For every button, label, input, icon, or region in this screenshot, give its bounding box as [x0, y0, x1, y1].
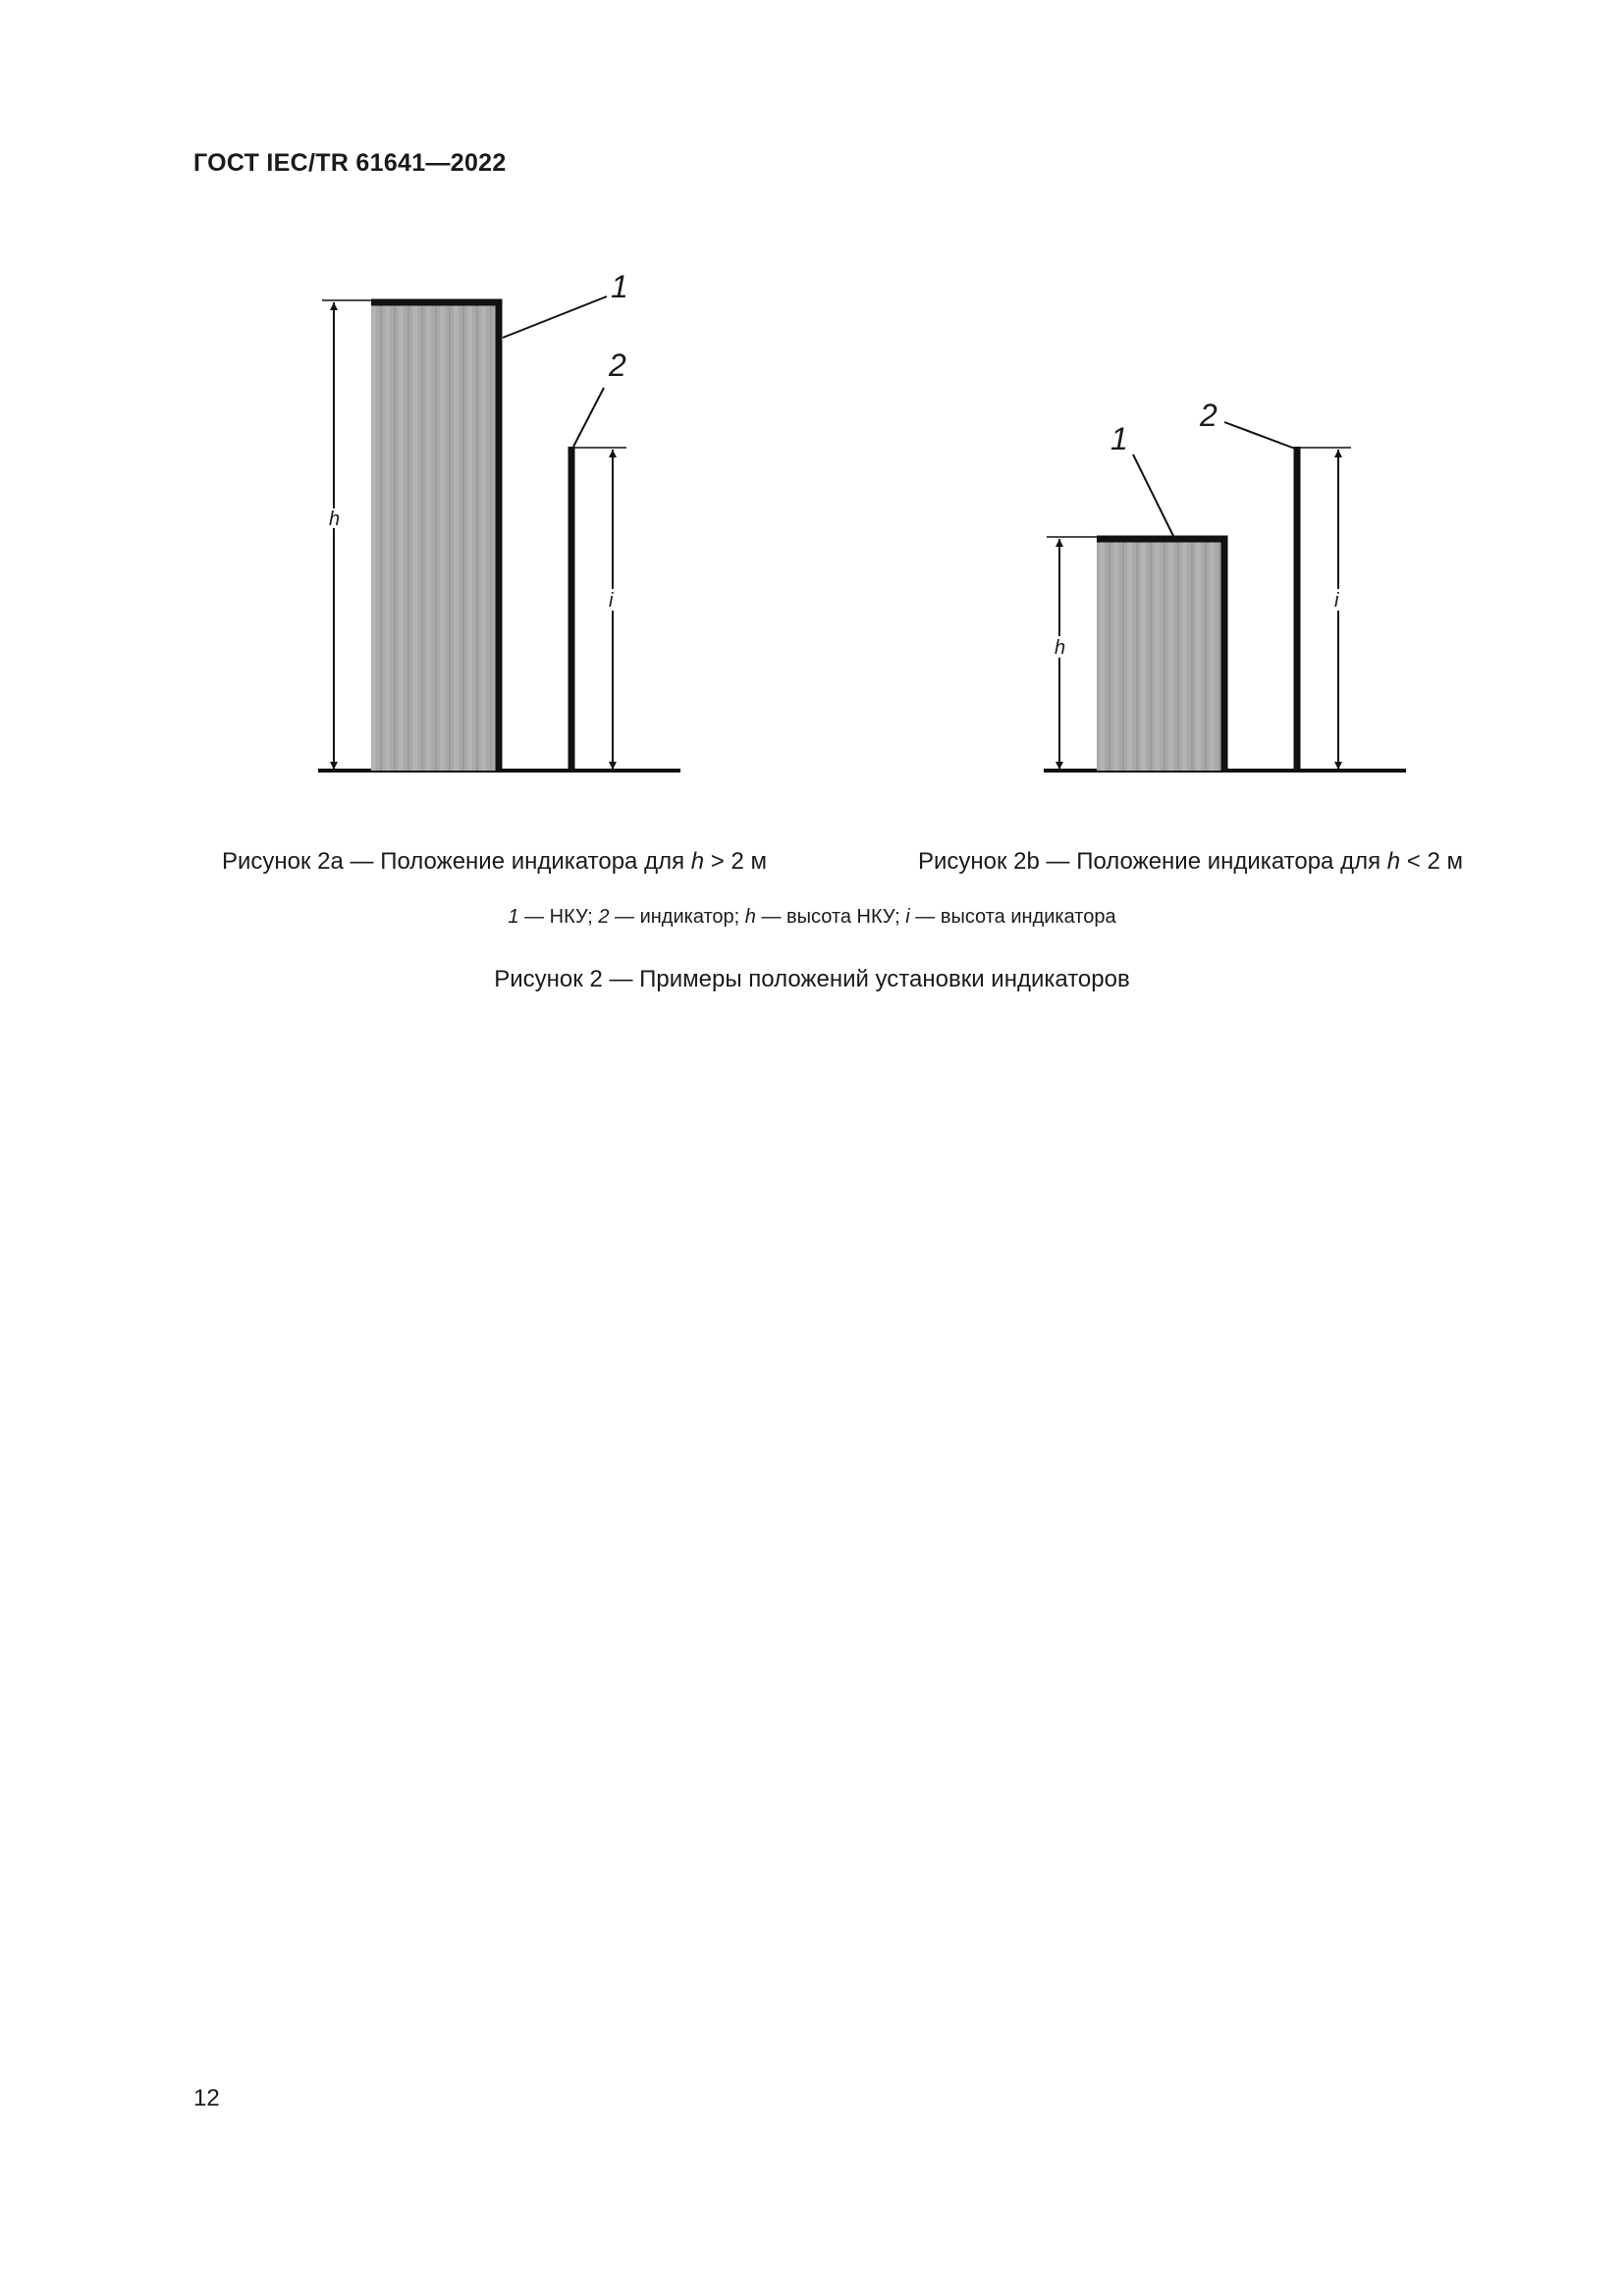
callout-2-a: 2 [609, 347, 626, 383]
leader-2-b [1224, 422, 1295, 449]
page-number: 12 [193, 2085, 220, 2111]
dim-i-label-a: i [609, 590, 614, 612]
callout-1-b: 1 [1110, 421, 1128, 456]
figure-title: Рисунок 2 — Примеры положений установки индикаторов [494, 966, 1130, 992]
caption-figure-2b: Рисунок 2b — Положение индикатора для h < 2 м [918, 848, 1463, 875]
figure-diagram [0, 0, 1624, 883]
leader-1-b [1133, 454, 1174, 538]
figure-2a [318, 269, 680, 771]
panel-nku-a [371, 302, 499, 771]
dim-h-label-b: h [1055, 637, 1066, 659]
leader-1-a [503, 296, 607, 338]
caption-figure-2a: Рисунок 2а — Положение индикатора для h > 2 м [222, 848, 767, 875]
callout-1-a: 1 [611, 269, 628, 304]
figure-legend: 1 — НКУ; 2 — индикатор; h — высота НКУ; i — высота индикатора [508, 906, 1116, 928]
panel-nku-b [1097, 539, 1224, 771]
callout-2-b: 2 [1200, 398, 1218, 433]
leader-2-a [573, 388, 604, 447]
dim-i-label-b: i [1334, 590, 1339, 612]
figure-2b [1044, 398, 1406, 771]
dim-h-label-a: h [329, 508, 341, 530]
document-header: ГОСТ IEC/TR 61641—2022 [193, 149, 507, 177]
